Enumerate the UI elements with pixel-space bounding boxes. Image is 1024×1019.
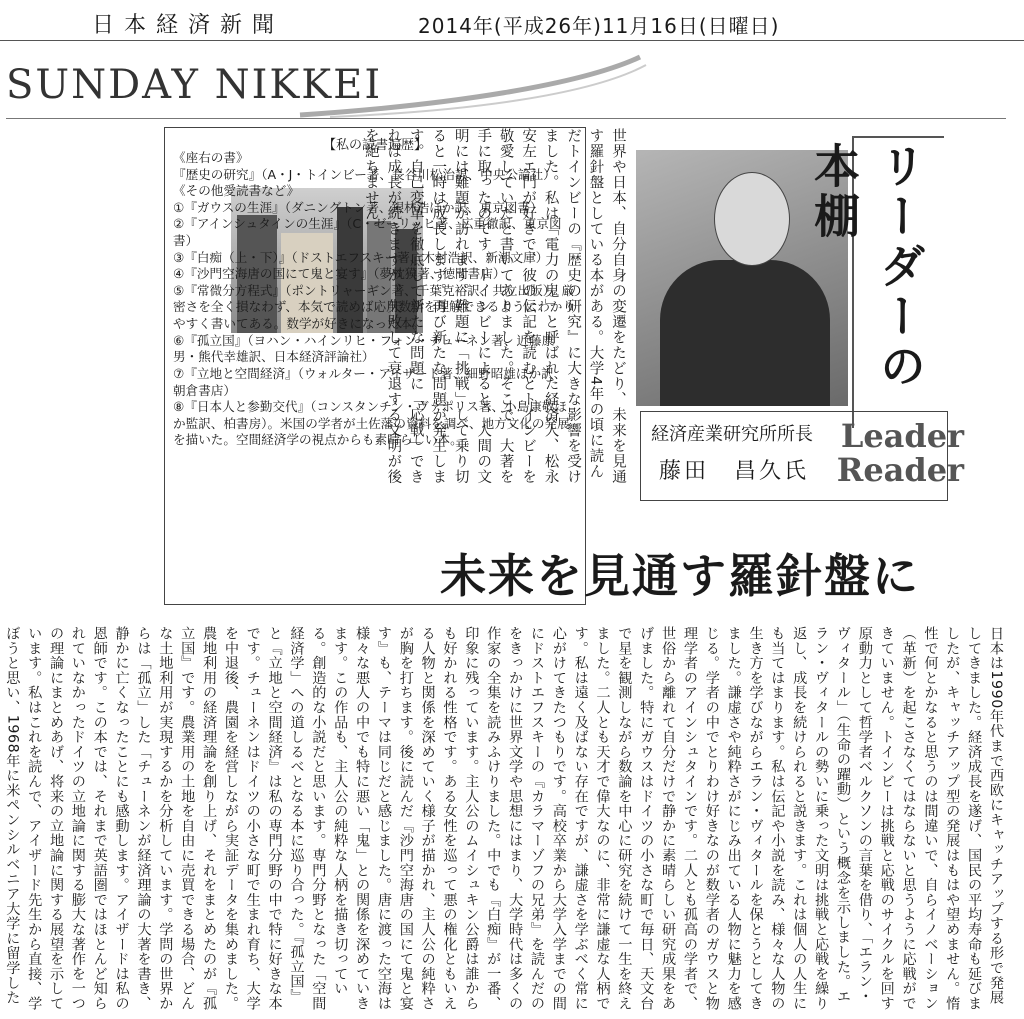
article-upper-column: 世界や日本、自分自身の変遷をたどり、未来を見通す羅針盤としている本がある。大学4年の頃に読んだトインビーの『歴史の研究』に大きな影響を受けました。私は「電力の鬼」と呼ばれた経済人、松永安左エ門が好きで、彼の伝記を読むとトインビーを敬愛していたと書いてありました。そこで、大著を手に取ったのです。トインビーによると、人間の文明には難題が訪れます。難題に「挑戦」して乗り切ると一時は成長します。再び新たな問題が発生します。自己変革を徹底して新たな問題に「応戦」できれば成長が続きますが、失敗して衰退する文明が後を絶ちません。 (362, 128, 626, 485)
reading-list-item: ⑤『常微分方程式』（ポントリャーギン著、千葉克裕訳、共立出版）。厳密さを全く損なわず、本気で読めば応用数学を理解できるようにわかりやすく書いてある。数学が好きになった本。 (173, 282, 575, 332)
portrait-figure-head (714, 172, 790, 266)
leader-reader-logo (824, 417, 964, 500)
author-affiliation: 経済産業研究所所長 (651, 424, 813, 445)
column-title: リーダーの本棚 (807, 142, 927, 392)
reading-list-item: 『歴史の研究』（A・J・トインビー著、長谷川松治訳、中央公論社） (173, 166, 556, 182)
reading-list-item: ④『沙門空海唐の国にて鬼と宴す』（夢枕獏著、徳間書店） (173, 266, 506, 282)
reading-list-item: 《その他愛読書など》 (173, 183, 300, 199)
reading-list-item: ③『白痴（上・下）』（ドストエフスキー著、木村浩訳、新潮文庫） (173, 249, 549, 265)
reading-list-item: ⑥『孤立国』（ヨハン・ハインリヒ・フォン・チューネン著、近藤康男・熊代幸雄訳、日本経済評論社） (173, 332, 555, 365)
paper-name: 日本経済新聞 (92, 13, 285, 38)
reading-list-item: ⑦『立地と空間経済』（ウォルター・アイザード著、細野昭雄ほか訳、朝倉書店） (173, 365, 567, 398)
section-rule (6, 118, 1006, 119)
article-body: 日本は1990年代まで西欧にキャッチアップする形で発展してきました。経済成長を遂げ、国民の平均寿命も延びましたが、キャッチアップ型の発展はもはや望めません。惰性で何とかなると思うのは間違いで、自らイノベーション（革新）を起こさなくてはならないと思うように応戦ができていません。トインビーは挑戦と応戦のサイクルを回す原動力として哲学者ベルクソンの言葉を借り、「エラン・ヴィタール」（生命の躍動）という概念を示しました。エラン・ヴィタールの勢いに乗った文明は挑戦と応戦を繰り返し、成長を続けられると説きます。これは個人の人生にも当てはまります。私は伝記や小説を読み、様々な人物の生き方を学びながらエラン・ヴィタールを保とうとしてきました。謙虚さや純粋さがにじみ出ている人物に魅力を感じる。学者の中でとりわけ好きなのが数学者のガウスと物理学者のアインシュタインです。二人とも孤高の学者で、世俗から離れて自分だけで静かに素晴らしい研究成果をあげました。特にガウスはドイツの小さな町で毎日、天文台で星を観測しながら数論を中心に研究を続けて一生を終えました。二人とも天才で偉大なのに、非常に謙虚な人柄です。私は遠く及ばない存在ですが、謙虚さを学ぶべく常に心がけてきたつもりです。高校卒業から大学入学までの間にドストエフスキーの『カラマーゾフの兄弟』を読んだのをきっかけに世界文学や思想にはまり、大学時代は多くの作家の全集を読みふけりました。中でも『白痴』が一番、印象に残っています。主人公のムイシュキン公爵は誰からも好かれる性格です。ある女性を巡って悪の権化ともいえる人物と関係を深めていく様子が描かれ、主人公の純粋さが胸を打ちます。後に読んだ『沙門空海唐の国にて鬼と宴す』も、テーマは同じだと感じました。唐に渡った空海は様々な悪人の中でも特に悪い「鬼」との関係を深めていきます。この作品も、主人公の純粋な人柄を描き切っている。創造的な小説だと思います。専門分野となった「空間経済学」への道しるべとなる本に巡り合った。『孤立国』と『立地と空間経済』は私の専門分野の中で特に好きな本です。チューネンはドイツの小さな町で生まれ育ち、大学を中退後、農園を経営しながら実証データを集めました。農地利用の経済理論を創り上げ、それをまとめたのが『孤立国』です。農業用の土地を自由に売買できる場合、どんな土地利用が実現するかを分析しています。学問の世界からは「孤立」した「チューネンが経済理論の大著を書き、静かに亡くなったことにも感動します。アイザードは私の恩師です。この本では、それまで英語圏ではほとんど知られていなかったドイツの立地論に関する膨大な著作を一つの理論にまとめあげ、将来の立地論に関する展望を示しています。私はこれを読んで、アイザード先生から直接、学ぼうと思い、1968年に米ペンシルベニア大学に留学した (4, 626, 1004, 1011)
leader-logo-line1: Leader (840, 417, 964, 455)
reading-list-item: ⑧『日本人と参勤交代』（コンスタンチン・ヴァポリス著、小島康敬ほか監訳、柏書房）。米国の学者が土佐藩の資料を調べ、地方文化の発展を描いた。空間経済学の視点からも素晴らしい本。 (173, 399, 570, 448)
reading-list-item: ②『アインシュタインの生涯』（C・ゼーリッヒ著、広重徹訳、東京図書） (173, 216, 562, 249)
section-logo: SUNDAY NIKKEI (6, 62, 383, 108)
reading-list-item: 《座右の書》 (173, 150, 249, 165)
reading-list-item: ①『ガウスの生涯』（ダニングトン著、銀林浩ほか訳、東京図書） (173, 199, 543, 215)
portrait-figure-body (660, 260, 830, 406)
headline: 未来を見通す羅針盤に (440, 549, 920, 603)
issue-date: 2014年(平成26年)11月16日(日曜日) (418, 14, 780, 38)
leader-logo-line2: Reader (836, 450, 964, 489)
author-name: 藤田 昌久氏 (659, 459, 810, 484)
reading-list-heading: 【私の読書遍歴】 (322, 138, 427, 153)
masthead (0, 0, 1024, 41)
